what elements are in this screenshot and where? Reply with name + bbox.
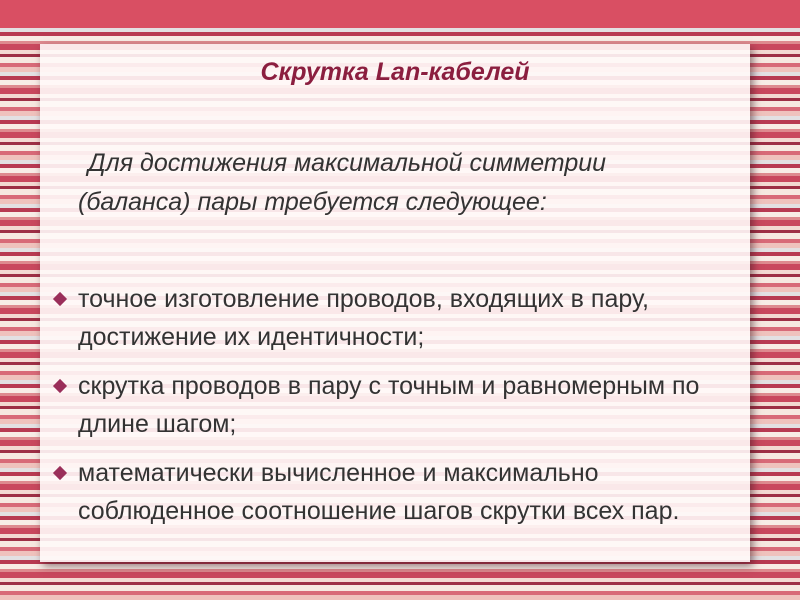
list-item	[50, 367, 730, 443]
list-item	[50, 454, 730, 530]
bullet-text: точное изготовление проводов, входящих в пару, достижение их идентичности;	[78, 285, 649, 351]
intro-text: Для достижения максимальной симметрии (баланса) пары требуется следующее:	[78, 149, 607, 216]
list-item	[50, 280, 730, 356]
diamond-bullet-icon	[53, 292, 67, 306]
bullet-list	[50, 280, 730, 541]
diamond-bullet-icon	[53, 379, 67, 393]
top-stripe-band	[0, 0, 800, 28]
bullet-text: математически вычисленное и максимально соблюденное соотношение шагов скрутки всех пар.	[78, 459, 680, 525]
bullet-text: скрутка проводов в пару с точным и равномерным по длине шагом;	[78, 372, 700, 438]
slide-title: Скрутка Lan-кабелей	[260, 58, 530, 86]
slide-panel	[40, 44, 750, 562]
diamond-bullet-icon	[53, 466, 67, 480]
